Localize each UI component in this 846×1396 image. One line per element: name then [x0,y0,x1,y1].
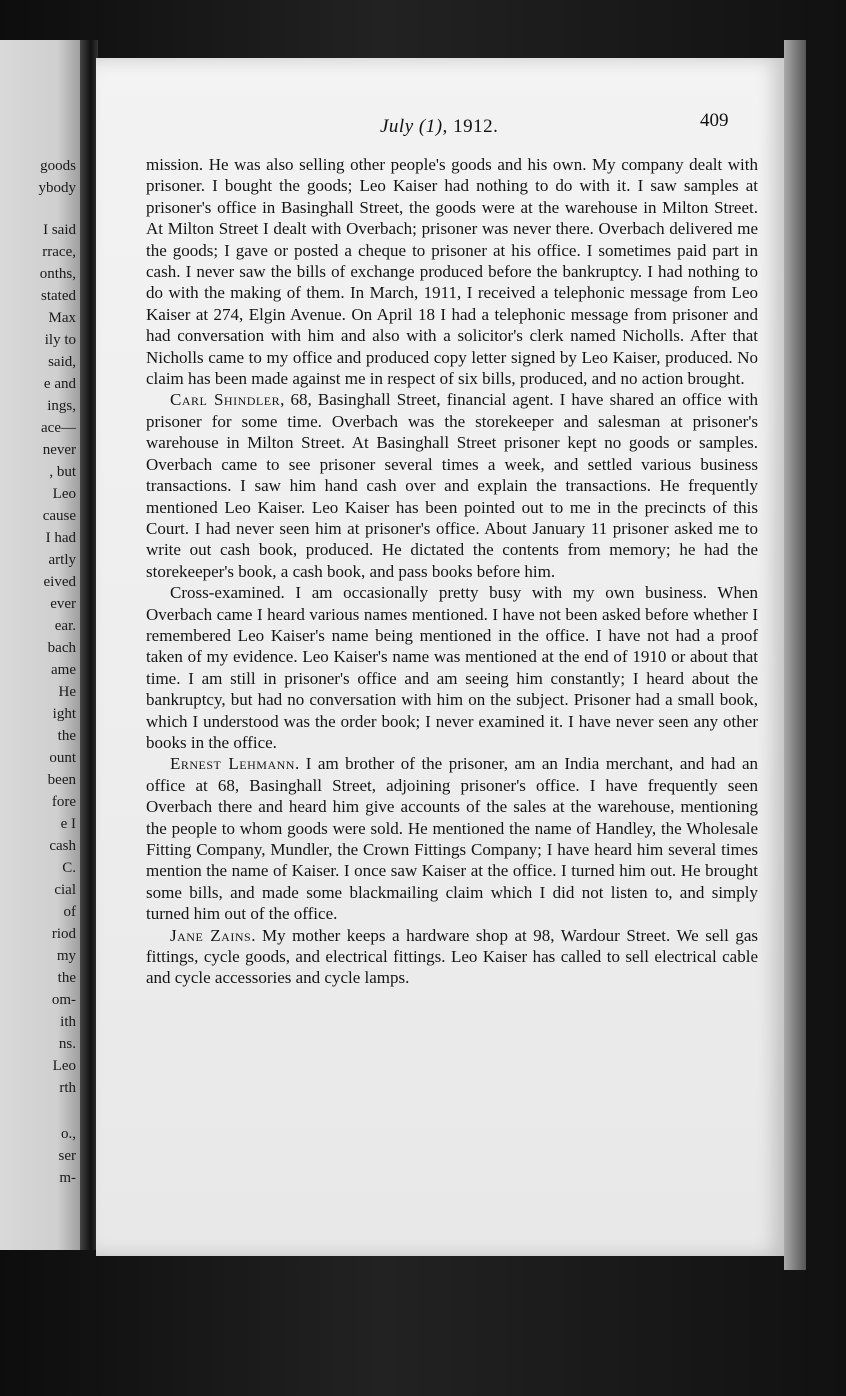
facing-page-fragment: ily to [44,332,76,348]
facing-page-fragment: e I [60,816,76,832]
facing-page-fragment: said, [48,354,76,370]
facing-page-fragment: C. [62,860,76,876]
facing-page-fragment: m- [59,1170,76,1186]
facing-page-fragment: o., [61,1126,76,1142]
facing-page-fragment: eived [43,574,76,590]
facing-page-fragment: ight [52,706,76,722]
facing-page-fragment: , but [49,464,76,480]
facing-page-fragment: ame [51,662,76,678]
body-text [146,154,758,989]
facing-page-fragment: riod [51,926,76,942]
facing-page-fragment: ser [58,1148,76,1164]
facing-page-fragment: been [47,772,76,788]
paragraph-text: mission. He was also selling other people's goods and his own. My company dealt with prisoner. I bought the goods; Leo Kaiser had nothing to do with it. I saw samples at prisoner's office in Basinghall Street, the goods were at the warehouse in Milton Street. At Milton Street I dealt with Overbach; prisoner was never there. Overbach delivered me the goods; I gave or posted a cheque to prisoner at his office. I sometimes paid part in cash. I never saw the bills of exchange produced before the bankruptcy. I had nothing to do with the making of them. In March, 1911, I received a telephonic message from Leo Kaiser at 274, Elgin Avenue. On April 18 I had a telephonic message from prisoner and had conversation with him and also with a solicitor's clerk named Nicholls. After that Nicholls came to my office and produced copy letter signed by Leo Kaiser, produced. No claim has been made against me in respect of six bills, produced, and no action brought. [146,155,758,389]
running-head [380,116,498,138]
facing-page-fragment: ear. [54,618,76,634]
witness-name: Ernest Lehmann [170,754,295,774]
facing-page-fragment: ount [49,750,76,766]
facing-page-fragment: cause [42,508,76,524]
facing-page-fragment: ever [50,596,76,612]
facing-page-fragment: Leo [52,1058,76,1074]
running-head-year: 1912. [453,116,499,137]
book-page [96,58,784,1256]
facing-page-fragment: cial [54,882,76,898]
facing-page-fragment: I had [45,530,76,546]
facing-page-fragment: cash [49,838,76,854]
facing-page-fragment: rrace, [42,244,76,260]
paragraph-cross-examined [146,582,758,753]
facing-page-edge [0,40,82,1250]
facing-page-fragment: Leo [52,486,76,502]
paragraph-continuation [146,154,758,389]
facing-page-fragment: ns. [58,1036,76,1052]
facing-page-fragment: He [58,684,76,700]
facing-page-fragment: ith [60,1014,76,1030]
paragraph-jane-zains [146,925,758,989]
facing-page-fragment: Max [48,310,76,326]
facing-page-fragment: rth [59,1080,76,1096]
facing-page-fragment: of [63,904,76,920]
paragraph-text: , 68, Basinghall Street, financial agent. I have shared an office with prisoner for some time. Overbach was the storekeeper and salesman at prisoner's warehouse in Milton Street. At Basinghall Street prisoner kept no goods or samples. Overbach came to see prisoner several times a week, and settled various business transactions. I saw him hand cash over and explain the transactions. He frequently mentioned Leo Kaiser. Leo Kaiser has been pointed out to me in the precincts of this Court. I had never seen him at prisoner's office. About January 11 prisoner asked me to write out cash book, produced. He dictated the contents from memory; he had the storekeeper's book, a cash book, and pass books before him. [146,390,758,581]
page-number: 409 [700,110,729,131]
facing-page-fragment: stated [41,288,76,304]
facing-page-fragment: the [57,970,76,986]
facing-page-fragment: I said [43,222,76,238]
witness-name: Jane Zains [170,925,252,945]
facing-page-fragment: e and [43,376,76,392]
paragraph-ernest-lehmann [146,753,758,924]
facing-page-fragment: onths, [39,266,76,282]
facing-page-fragment: ace— [41,420,76,436]
paragraph-text: . My mother keeps a hardware shop at 98, Wardour Street. We sell gas fittings, cycle goods, and electrical fittings. Leo Kaiser has called to sell electrical cable and cycle accessories and cycle lamps. [146,925,759,988]
facing-page-fragment: bach [47,640,76,656]
paragraph-carl-shindler [146,389,758,582]
facing-page-fragment: never [42,442,76,458]
facing-page-fragment: ybody [38,180,76,196]
facing-page-fragment: fore [51,794,76,810]
page-header [96,110,784,140]
running-head-date: July (1), [380,116,454,137]
facing-page-fragment: om- [51,992,76,1008]
paragraph-text: Cross-examined. I am occasionally pretty busy with my own business. When Overbach came I heard various names mentioned. I have not been asked before whether I remembered Leo Kaiser's name being mentioned in the office. I have not had a proof taken of my evidence. Leo Kaiser's name was mentioned at the end of 1910 or about that time. I am still in prisoner's office and am seeing him constantly; I heard about the bankruptcy, but had no conversation with him on the subject. Prisoner had a small book, which I understood was the order book; I never examined it. I have never seen any other books in the office. [146,583,758,752]
paragraph-text: . I am brother of the prisoner, am an India merchant, and had an office at 68, Basinghall Street, adjoining prisoner's office. I have frequently seen Overbach there and heard him give accounts of the sales at the warehouse, mentioning the people to whom goods were sold. He mentioned the name of Handley, the Wholesale Fitting Company, Mundler, the Crown Fittings Company; I have heard him several times mention the name of Kaiser. I once saw Kaiser at the office. I turned him out. He brought some bills, and made some blackmailing claim which I did not listen to, and simply turned him out of the office. [146,754,758,924]
facing-page-fragment: my [56,948,76,964]
facing-page-fragment: artly [48,552,76,568]
facing-page-fragment: ings, [47,398,76,414]
facing-page-fragment: goods [40,158,76,174]
facing-page-fragment: the [57,728,76,744]
page-stack-edge [784,40,806,1270]
witness-name: Carl Shindler [170,390,281,410]
